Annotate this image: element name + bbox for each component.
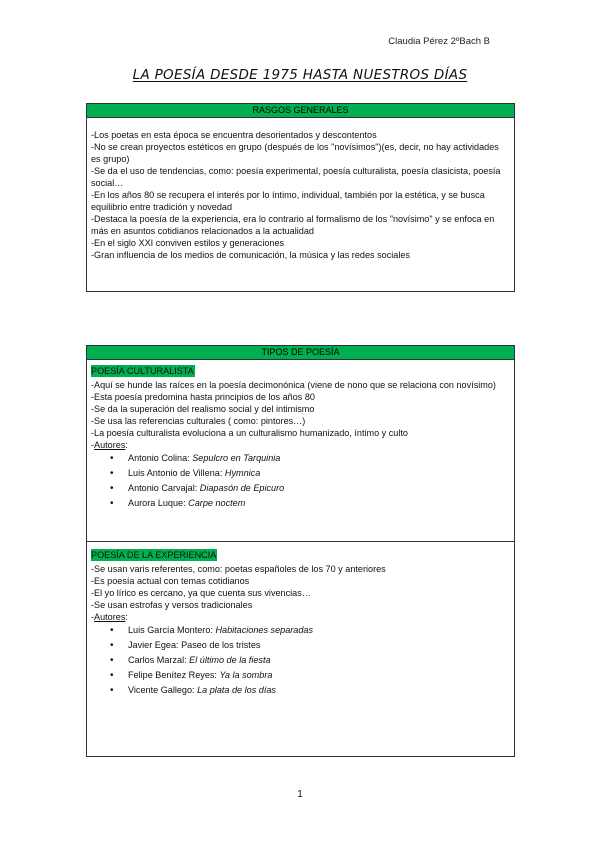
author-header: Claudia Pérez 2ºBach B xyxy=(388,36,490,47)
experiencia-line: -Se usan estrofas y versos tradicionales xyxy=(91,600,253,610)
list-item: • Carlos Marzal: El último de la fiesta xyxy=(128,653,510,668)
list-item: • Javier Egea: Paseo de los tristes xyxy=(128,638,510,653)
culturalista-line: -Aquí se hunde las raíces en la poesía decimonónica (viene de nono que se relaciona con novísimo) xyxy=(91,380,496,390)
experiencia-line: -Se usan varis referentes, como: poetas españoles de los 70 y anteriores xyxy=(91,564,386,574)
list-item: • Antonio Carvajal: Diapasón de Epicuro xyxy=(128,481,510,496)
tipos-table xyxy=(86,345,515,757)
rasgos-line: -No se crean proyectos estéticos en grupo (después de los "novísimos")(es, decir, no hay actividades es grupo) xyxy=(91,142,499,164)
rasgos-line: -Destaca la poesía de la experiencia, era lo contrario al formalismo de los "novísimo" y se enfoca en más en asuntos cotidianos relacionados a la actualidad xyxy=(91,214,495,236)
culturalista-line: -Se usa las referencias culturales ( como: pintores…) xyxy=(91,416,306,426)
culturalista-autores-heading: -Autores: xyxy=(91,440,128,450)
culturalista-label: POESÍA CULTURALISTA xyxy=(91,366,194,376)
rasgos-table xyxy=(86,103,515,292)
rasgos-line: -En los años 80 se recupera el interés por lo íntimo, individual, también por la estética, y se busca equilibrio entre tradición y novedad xyxy=(91,190,485,212)
culturalista-line: -La poesía culturalista evoluciona a un culturalismo humanizado, íntimo y culto xyxy=(91,428,408,438)
rasgos-body xyxy=(87,118,514,291)
rasgos-line: -Se da el uso de tendencias, como: poesía experimental, poesía culturalista, poesía clasicista, poesía social… xyxy=(91,166,501,188)
list-item: • Aurora Luque: Carpe noctem xyxy=(128,496,510,511)
page-number: 1 xyxy=(297,789,303,800)
tipos-heading: TIPOS DE POESÍA xyxy=(87,346,514,360)
rasgos-line: -En el siglo XXI conviven estilos y generaciones xyxy=(91,238,285,248)
experiencia-line: -El yo lírico es cercano, ya que cuenta sus vivencias… xyxy=(91,588,311,598)
rasgos-line: -Gran influencia de los medios de comunicación, la música y las redes sociales xyxy=(91,250,410,260)
culturalista-line: -Se da la superación del realismo social y del intimismo xyxy=(91,404,315,414)
experiencia-cell xyxy=(87,542,514,756)
list-item: • Luis García Montero: Habitaciones separadas xyxy=(128,623,510,638)
experiencia-autores-heading: -Autores: xyxy=(91,612,128,622)
experiencia-autores-list xyxy=(91,623,510,698)
experiencia-label: POESÍA DE LA EXPERIENCIA xyxy=(91,550,217,560)
culturalista-line: -Esta poesía predomina hasta principios de los años 80 xyxy=(91,392,315,402)
list-item: • Luis Antonio de Villena: Hymnica xyxy=(128,466,510,481)
page-title: LA POESÍA DESDE 1975 HASTA NUESTROS DÍAS xyxy=(132,67,468,83)
culturalista-autores-list xyxy=(91,451,510,511)
list-item: • Vicente Gallego: La plata de los días xyxy=(128,683,510,698)
rasgos-line: -Los poetas en esta época se encuentra desorientados y descontentos xyxy=(91,130,377,140)
list-item: • Antonio Colina: Sepulcro en Tarquinia xyxy=(128,451,510,466)
list-item: • Felipe Benítez Reyes: Ya la sombra xyxy=(128,668,510,683)
rasgos-heading: RASGOS GENERALES xyxy=(87,104,514,118)
experiencia-line: -Es poesía actual con temas cotidianos xyxy=(91,576,250,586)
culturalista-cell xyxy=(87,360,514,542)
